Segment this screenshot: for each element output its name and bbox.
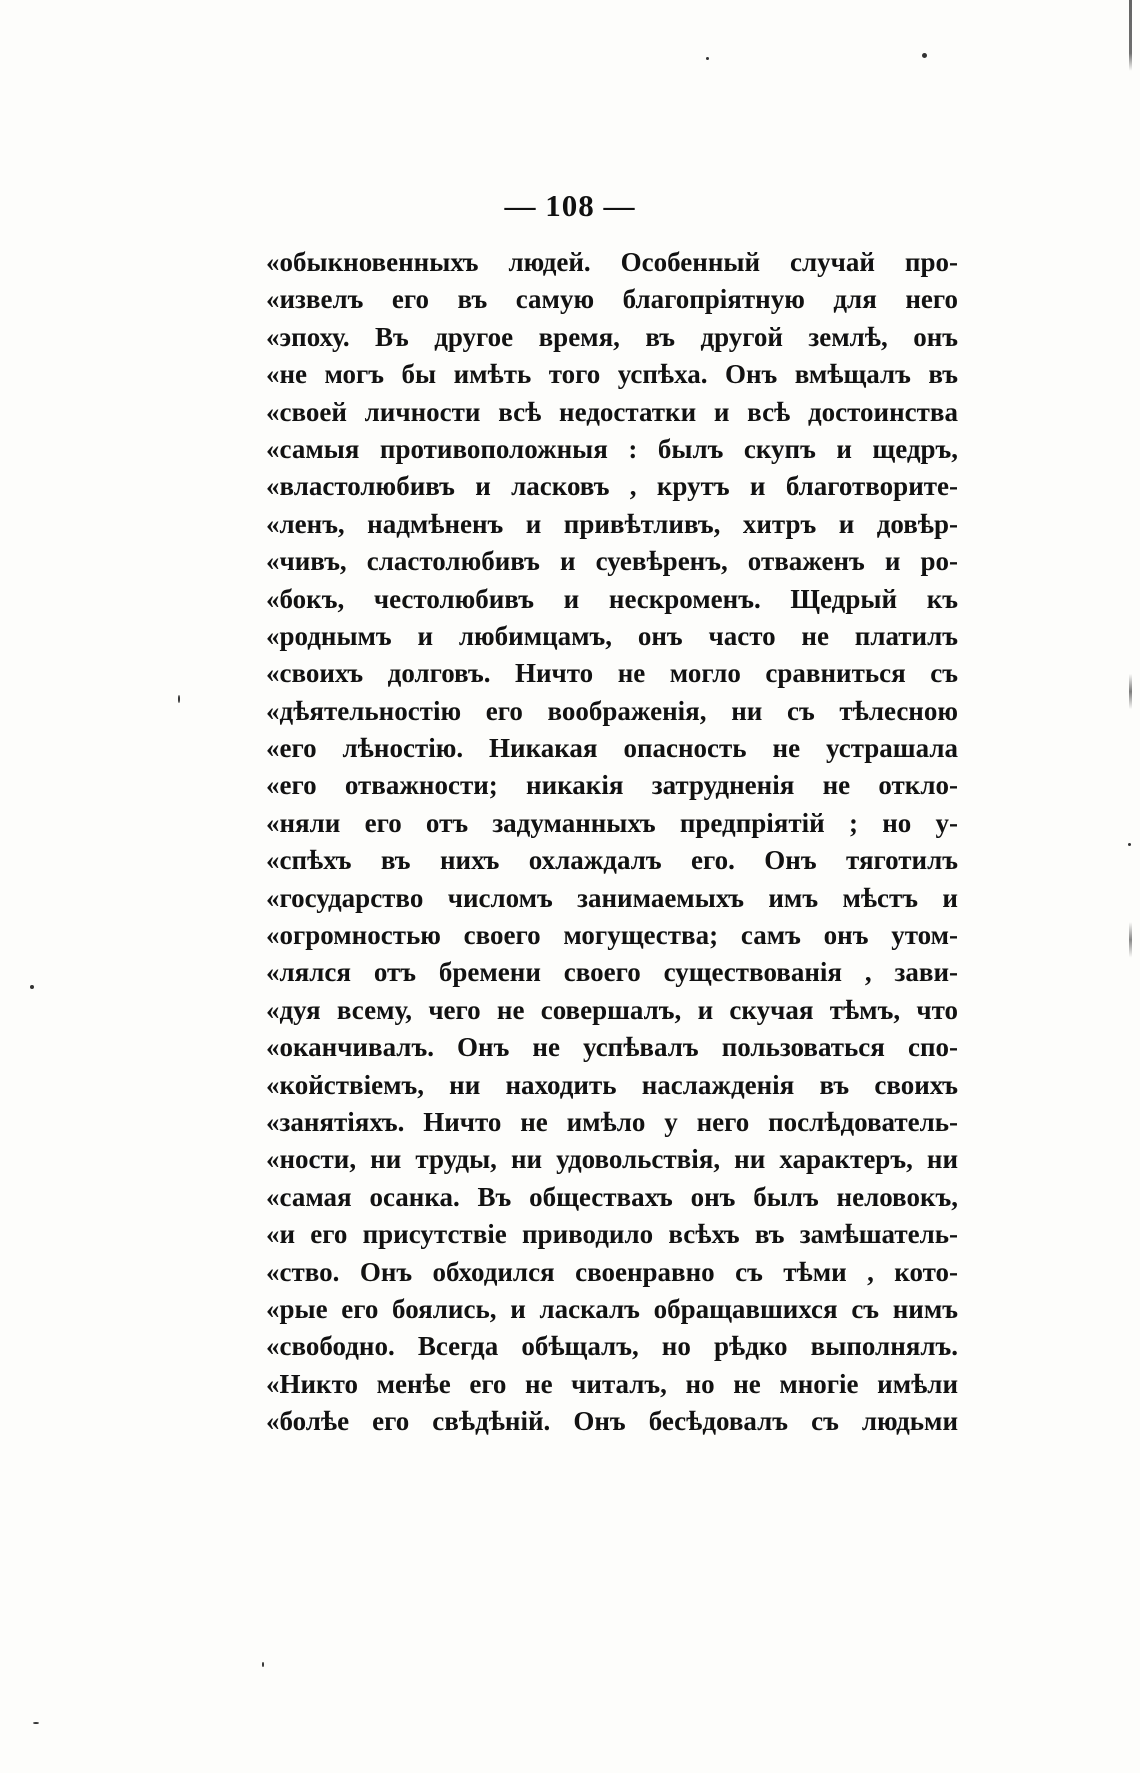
- page-edge-shadow: [1129, 0, 1132, 1773]
- print-speck: [30, 985, 34, 989]
- text-line: «эпоху. Въ другое время, въ другой землѣ, онъ: [266, 321, 958, 352]
- text-line: «огромностью своего могущества; самъ онъ утом-: [266, 920, 958, 951]
- text-line: «и его присутствіе приводило всѣхъ въ замѣшатель-: [266, 1219, 958, 1250]
- text-line: «чивъ, сластолюбивъ и суевѣренъ, отваженъ и ро-: [266, 546, 958, 577]
- print-speck: [33, 1722, 39, 1724]
- text-line: «извелъ его въ самую благопріятную для него: [266, 284, 958, 315]
- text-line: «бокъ, честолюбивъ и нескроменъ. Щедрый къ: [266, 583, 958, 614]
- text-line: «ство. Онъ обходился своенравно съ тѣми , кото-: [266, 1256, 958, 1287]
- text-line: «ленъ, надмѣненъ и привѣтливъ, хитръ и довѣр-: [266, 508, 958, 539]
- text-line: «Никто менѣе его не читалъ, но не многіе имѣли: [266, 1368, 958, 1399]
- text-line: «свободно. Всегда обѣщалъ, но рѣдко выполнялъ.: [266, 1331, 958, 1362]
- text-line: «болѣе его свѣдѣній. Онъ бесѣдовалъ съ людьми: [266, 1406, 958, 1437]
- text-line: «лялся отъ бремени своего существованія , зави-: [266, 957, 958, 988]
- text-line: «рые его боялись, и ласкалъ обращавшихся съ нимъ: [266, 1293, 958, 1324]
- text-line: «спѣхъ въ нихъ охлаждалъ его. Онъ тяготилъ: [266, 845, 958, 876]
- text-line: «занятіяхъ. Ничто не имѣло у него послѣдователь-: [266, 1106, 958, 1137]
- text-line: «своихъ долговъ. Ничто не могло сравниться съ: [266, 658, 958, 689]
- text-line: «его лѣностію. Никакая опасность не устрашала: [266, 733, 958, 764]
- text-line: «самая осанка. Въ обществахъ онъ былъ неловокъ,: [266, 1181, 958, 1212]
- text-line: «обыкновенныхъ людей. Особенный случай про-: [266, 247, 958, 277]
- text-line: «оканчивалъ. Онъ не успѣвалъ пользоваться спо-: [266, 1032, 958, 1063]
- print-speck: [1128, 843, 1131, 846]
- page-number: — 108 —: [504, 188, 636, 223]
- print-speck: [262, 1662, 264, 1667]
- text-line: «своей личности всѣ недостатки и всѣ достоинства: [266, 396, 958, 427]
- text-line: «не могъ бы имѣть того успѣха. Онъ вмѣщалъ въ: [266, 359, 958, 390]
- body-text: [266, 244, 958, 1441]
- print-speck: [706, 57, 709, 60]
- text-line: «дѣятельностію его воображенія, ни съ тѣлесною: [266, 695, 958, 726]
- print-speck: [922, 53, 927, 58]
- text-line: «койствіемъ, ни находить наслажденія въ своихъ: [266, 1069, 958, 1100]
- text-line: «самыя противоположныя : былъ скупъ и щедръ,: [266, 433, 958, 464]
- text-line: «ности, ни труды, ни удовольствія, ни характеръ, ни: [266, 1144, 958, 1175]
- text-line: «государство числомъ занимаемыхъ имъ мѣстъ и: [266, 882, 958, 913]
- text-line: «роднымъ и любимцамъ, онъ часто не платилъ: [266, 620, 958, 651]
- text-line: «его отважности; никакія затрудненія не откло-: [266, 770, 958, 801]
- text-line: «дуя всему, чего не совершалъ, и скучая тѣмъ, что: [266, 994, 958, 1025]
- text-line: «няли его отъ задуманныхъ предпріятій ; но у-: [266, 807, 958, 838]
- text-line: «властолюбивъ и ласковъ , крутъ и благотворите-: [266, 471, 958, 502]
- print-speck: [178, 695, 180, 703]
